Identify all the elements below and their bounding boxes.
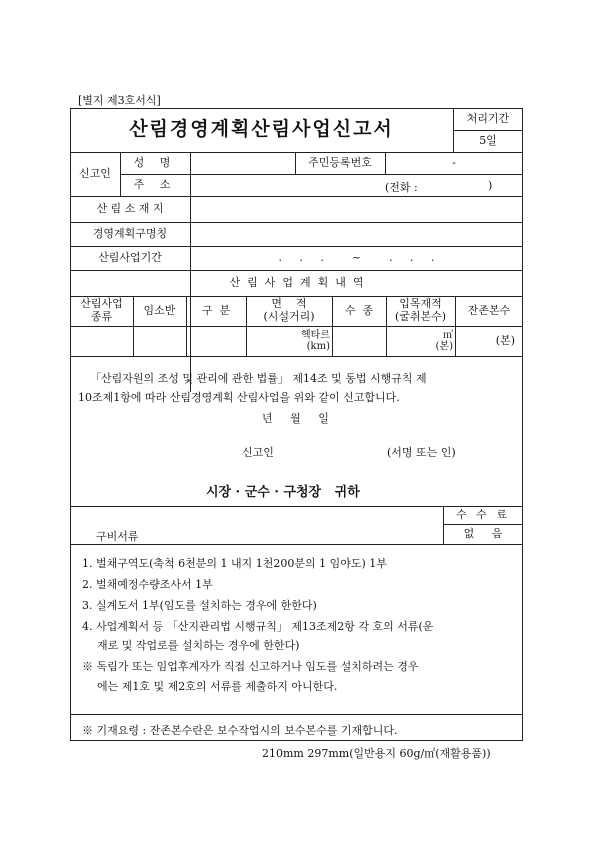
division-input[interactable] [187,327,245,355]
fee-value: 없 음 [463,526,503,540]
location-label: 산 림 소 재 지 [96,201,164,215]
type-input[interactable] [71,327,132,355]
plan-name-label: 경영계획구명칭 [92,226,168,240]
declaration-date: 년 월 일 [262,412,329,425]
col-compartment: 임소반 [143,303,176,317]
col-type: 산림사업 종류 [80,297,123,323]
address-field[interactable] [191,175,381,195]
location-field[interactable] [191,197,522,221]
document-item-1: 1. 벌채구역도(축척 6천분의 1 내지 1천200분의 1 임야도) 1부 [82,557,387,570]
recipient: 시장 · 군수 · 구청장 귀하 [206,485,360,500]
col-area: 면 적 (시설거리) [263,297,315,323]
reporter-label: 신고인 [79,166,111,180]
document-item-3: 3. 실계도서 1부(임도를 설치하는 경우에 한한다) [82,599,317,612]
paper-spec: 210mm 297mm(일반용지 60g/㎡(재활용품)) [262,747,491,760]
col-volume: 입목재적 (굴취본수) [394,297,447,323]
declaration-reporter: 신고인 [242,446,274,459]
name-field[interactable] [191,153,294,173]
form-title: 산림경영계획산림사업신고서 [129,118,394,141]
period-label: 산림사업기간 [98,250,162,264]
details-header: 산 림 사 업 계 획 내 역 [229,275,364,289]
writing-guide: ※ 기재요령 : 잔존본수란은 보수작업시의 보수본수를 기재합니다. [82,724,398,737]
documents-label: 구비서류 [96,530,139,543]
rrn-field[interactable]: - [452,155,456,169]
name-label: 성 명 [133,155,177,169]
address-label: 주 소 [133,177,177,191]
declaration-line1: 「산림자원의 조성 및 관리에 관한 법률」 제14조 및 동법 시행규칙 제 [90,372,427,385]
document-note-cont: 에는 제1호 및 제2호의 서류를 제출하지 아니한다. [97,680,338,693]
phone-close: ) [488,179,493,192]
plan-name-field[interactable] [191,223,522,245]
col-species: 수 종 [344,303,374,317]
area-unit: 헥타르 (km) [301,329,330,352]
compartment-input[interactable] [134,327,185,355]
declaration-line2: 10조제1항에 따라 산림경영계획 산림사업을 위와 같이 신고합니다. [78,391,400,404]
remaining-unit: (본) [495,333,515,347]
col-division: 구 분 [201,303,231,317]
processing-label: 처리기간 [466,111,510,125]
rrn-label: 주민등록번호 [308,155,372,169]
document-item-4-cont: 재로 및 작업로를 설치하는 경우에 한한다) [97,639,300,652]
period-field[interactable]: . . . ~ . . . [278,250,435,264]
phone-label: (전화 : [385,181,418,194]
form-code: [별지 제3호서식] [78,94,161,107]
volume-unit: ㎥ (본) [435,329,453,352]
processing-value: 5일 [479,133,497,147]
species-input[interactable] [333,327,385,355]
col-remaining: 잔존본수 [467,303,511,317]
document-item-4: 4. 사업계획서 등 「산지관리법 시행규칙」 제13조제2항 각 호의 서류(운 [82,620,434,633]
fee-label: 수 수 료 [456,507,510,521]
document-note: ※ 독림가 또는 임업후계자가 직접 신고하거나 임도를 설치하려는 경우 [82,660,419,673]
document-item-2: 2. 벌채예정수량조사서 1부 [82,578,213,591]
signature-label: (서명 또는 인) [387,446,456,459]
